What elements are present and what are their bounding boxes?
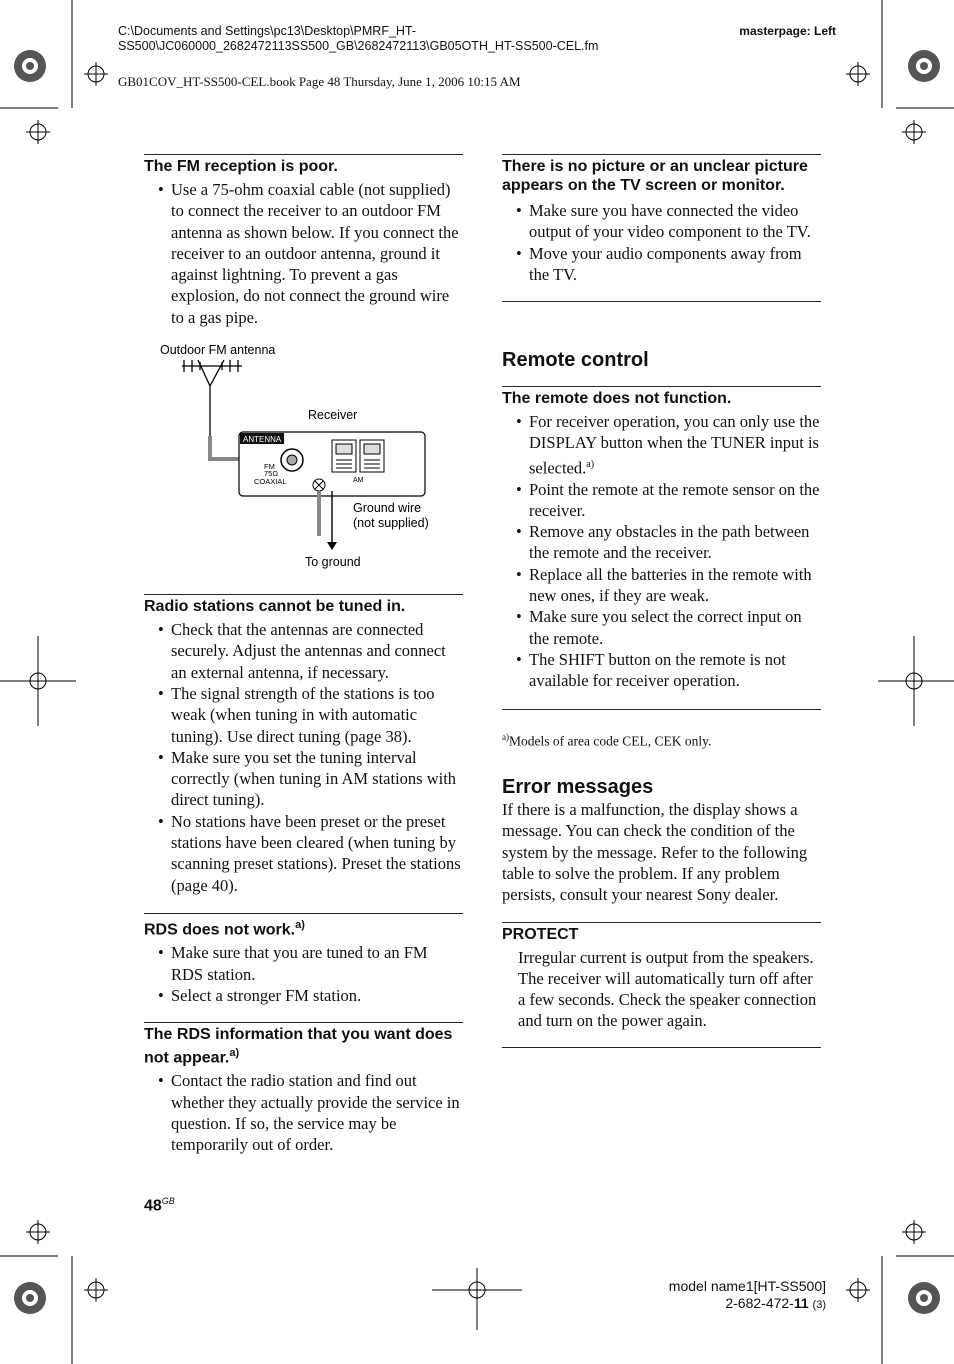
remote-control-title: Remote control bbox=[502, 349, 649, 372]
footnote bbox=[502, 732, 821, 750]
list-item: • Move your audio components away from the TV. bbox=[516, 243, 821, 286]
model-name: model name1[HT-SS500] bbox=[668, 1278, 826, 1294]
list-item: • No stations have been preset or the preset stations have been cleared (when tuning by scanning preset stations). Preset the stations (page 40). bbox=[158, 811, 463, 896]
list-item: • Use a 75-ohm coaxial cable (not supplied) to connect the receiver to an outdoor FM antenna as shown below. If you connect the receiver to an outdoor antenna, ground it against lightning. To prevent a gas explosion, do not connect the ground wire to a gas pipe. bbox=[158, 179, 463, 328]
receiver-label: Receiver bbox=[308, 408, 358, 423]
radio-stations-list bbox=[144, 619, 463, 896]
picture-list bbox=[502, 200, 821, 285]
model-code: 2-682-472- bbox=[725, 1295, 794, 1311]
footnote-ref: a) bbox=[295, 918, 305, 931]
remote-section bbox=[502, 386, 821, 691]
file-path-line-2: SS500\JC060000_2682472113SS500_GB\2682472113\GB05OTH_HT-SS500-CEL.fm bbox=[118, 39, 599, 53]
model-code-bold: 11 bbox=[793, 1295, 809, 1311]
fm-label: FM bbox=[264, 462, 275, 472]
radio-stations-section bbox=[144, 594, 463, 896]
rds-info-section bbox=[144, 1022, 463, 1156]
rds-section bbox=[144, 913, 463, 1006]
list-item: • The SHIFT button on the remote is not available for receiver operation. bbox=[516, 649, 821, 692]
protect-heading: PROTECT bbox=[502, 922, 821, 944]
rds-heading bbox=[144, 913, 463, 939]
fm-reception-section bbox=[144, 154, 463, 328]
page-number bbox=[144, 1196, 175, 1215]
error-messages-intro: If there is a malfunction, the display shows a message. You can check the condition of the system by the message. Refer to the following table to solve the problem. If any problem persists, consult your nearest Sony dealer. bbox=[502, 800, 808, 905]
list-item: • Make sure you select the correct input on the remote. bbox=[516, 606, 821, 649]
left-column bbox=[144, 154, 463, 1156]
right-column bbox=[502, 154, 821, 1048]
page-number-value: 48 bbox=[144, 1197, 162, 1215]
list-item: • Check that the antennas are connected securely. Adjust the antennas and connect an external antenna, if necessary. bbox=[158, 619, 463, 683]
footnote-ref: a) bbox=[229, 1047, 240, 1060]
footnote-text: Models of area code CEL, CEK only. bbox=[509, 733, 712, 749]
model-info bbox=[669, 1278, 826, 1314]
error-messages-title: Error messages bbox=[502, 776, 654, 799]
section-divider bbox=[502, 301, 821, 302]
footnote-ref: a) bbox=[586, 458, 595, 470]
outdoor-antenna-label: Outdoor FM antenna bbox=[160, 343, 276, 358]
protect-text: Irregular current is output from the speakers. The receiver will automatically turn off after a few seconds. Check the speaker connection and turn on the power again. bbox=[518, 947, 817, 1031]
list-item: • The signal strength of the stations is too weak (when tuning in with automatic tuning). Use direct tuning (page 38). bbox=[158, 683, 463, 747]
fm-reception-heading: The FM reception is poor. bbox=[144, 154, 463, 176]
footnote-mark: a) bbox=[502, 731, 509, 742]
coaxial-label: COAXIAL bbox=[254, 477, 287, 487]
ground-wire-label-line-2: (not supplied) bbox=[353, 516, 429, 531]
ohm-label: 75Ω bbox=[264, 469, 278, 479]
list-item: • Point the remote at the remote sensor on the receiver. bbox=[516, 479, 821, 522]
ground-wire-label-line-1: Ground wire bbox=[353, 501, 422, 516]
antenna-tag: ANTENNA bbox=[243, 435, 282, 445]
list-item: • Make sure you have connected the video output of your video component to the TV. bbox=[516, 200, 821, 243]
list-item: • Remove any obstacles in the path between the remote and the receiver. bbox=[516, 521, 821, 564]
list-item: • Select a stronger FM station. bbox=[158, 985, 463, 1006]
rds-info-heading-text: The RDS information that you want does not appear. bbox=[144, 1026, 453, 1067]
list-item: • Make sure you set the tuning interval correctly (when tuning in AM stations with direct tuning). bbox=[158, 747, 463, 811]
protect-section bbox=[502, 922, 821, 1032]
picture-section bbox=[502, 154, 821, 285]
remote-heading: The remote does not function. bbox=[502, 386, 821, 408]
list-item: • Replace all the batteries in the remote with new ones, if they are weak. bbox=[516, 564, 821, 607]
book-info-line: GB01COV_HT-SS500-CEL.book Page 48 Thursday, June 1, 2006 10:15 AM bbox=[118, 74, 521, 89]
rds-list bbox=[144, 942, 463, 1006]
list-item: • Make sure that you are tuned to an FM RDS station. bbox=[158, 942, 463, 985]
rds-heading-text: RDS does not work. bbox=[144, 921, 296, 939]
section-divider bbox=[502, 1047, 821, 1048]
radio-stations-heading: Radio stations cannot be tuned in. bbox=[144, 594, 463, 616]
rds-info-list bbox=[144, 1070, 463, 1155]
file-path-line-1: C:\Documents and Settings\pc13\Desktop\PMRF_HT- bbox=[118, 24, 417, 38]
fm-reception-list bbox=[144, 179, 463, 328]
page-number-suffix: GB bbox=[161, 1196, 175, 1206]
list-item: • Contact the radio station and find out whether they actually provide the service in question. If so, the service may be temporarily out of order. bbox=[158, 1070, 463, 1155]
file-path-header bbox=[118, 24, 678, 54]
rds-info-heading bbox=[144, 1022, 463, 1067]
to-ground-label: To ground bbox=[305, 555, 361, 570]
picture-heading: There is no picture or an unclear picture appears on the TV screen or monitor. bbox=[502, 154, 821, 195]
am-label: AM bbox=[353, 477, 364, 485]
section-divider bbox=[502, 709, 821, 710]
antenna-connection-diagram bbox=[144, 336, 463, 576]
model-revision: (3) bbox=[812, 1299, 826, 1311]
model-code-line bbox=[669, 1295, 826, 1314]
masterpage-label: masterpage: Left bbox=[739, 24, 836, 38]
antenna-icon bbox=[182, 360, 242, 438]
list-item-text: For receiver operation, you can only use the DISPLAY button when the TUNER input is selected. bbox=[529, 412, 820, 478]
list-item bbox=[516, 411, 821, 478]
remote-list bbox=[502, 411, 821, 691]
